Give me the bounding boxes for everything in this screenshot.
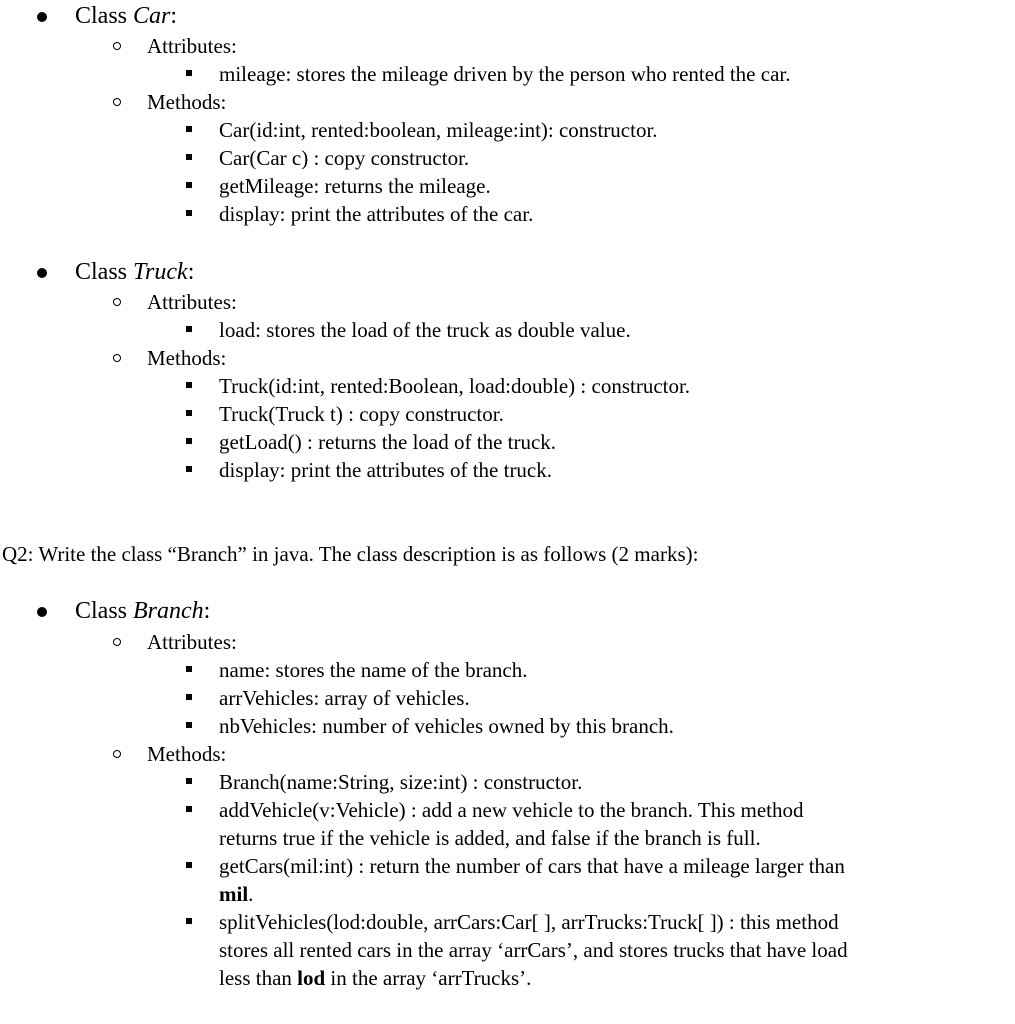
- bullet-circle-icon: [113, 354, 121, 362]
- branch-method-add-vehicle-line2: returns true if the vehicle is added, and false if the branch is full.: [219, 826, 761, 850]
- bullet-square-icon: [186, 182, 192, 188]
- branch-method-split-vehicles-line2: stores all rented cars in the array ‘arrCars’, and stores trucks that have load: [219, 938, 848, 962]
- branch-method-split-vehicles-line1: splitVehicles(lod:double, arrCars:Car[ ], arrTrucks:Truck[ ]) : this method: [219, 910, 839, 934]
- bullet-disc-icon: [37, 12, 47, 22]
- class-colon: :: [203, 598, 211, 624]
- car-attribute-item: mileage: stores the mileage driven by the person who rented the car.: [219, 62, 791, 86]
- text-end: in the array ‘arrTrucks’.: [325, 966, 532, 990]
- bullet-square-icon: [186, 438, 192, 444]
- bullet-square-icon: [186, 722, 192, 728]
- bullet-square-icon: [186, 410, 192, 416]
- car-methods-heading: Methods:: [147, 90, 227, 114]
- bullet-square-icon: [186, 778, 192, 784]
- branch-methods-heading: Methods:: [147, 742, 227, 766]
- bullet-square-icon: [186, 694, 192, 700]
- class-label: Class: [75, 598, 134, 624]
- class-colon: :: [187, 259, 195, 285]
- param-lod: lod: [297, 966, 326, 990]
- car-method-item: getMileage: returns the mileage.: [219, 174, 491, 198]
- branch-method-split-vehicles-line3: [219, 964, 531, 992]
- bullet-circle-icon: [113, 98, 121, 106]
- branch-attribute-item: name: stores the name of the branch.: [219, 658, 528, 682]
- bullet-square-icon: [186, 70, 192, 76]
- bullet-square-icon: [186, 466, 192, 472]
- branch-attribute-item: nbVehicles: number of vehicles owned by this branch.: [219, 714, 674, 738]
- branch-method-item: Branch(name:String, size:int) : constructor.: [219, 770, 583, 794]
- bullet-square-icon: [186, 382, 192, 388]
- bullet-square-icon: [186, 154, 192, 160]
- truck-attributes-heading: Attributes:: [147, 290, 237, 314]
- car-method-item: display: print the attributes of the car.: [219, 202, 534, 226]
- truck-attribute-item: load: stores the load of the truck as double value.: [219, 318, 631, 342]
- class-name: Truck: [133, 259, 188, 285]
- truck-method-item: Truck(Truck t) : copy constructor.: [219, 402, 504, 426]
- truck-methods-heading: Methods:: [147, 346, 227, 370]
- class-car-heading: [75, 2, 177, 30]
- question-q2: Q2: Write the class “Branch” in java. The class description is as follows (2 marks):: [2, 542, 699, 566]
- truck-method-item: getLoad() : returns the load of the truck.: [219, 430, 557, 454]
- class-truck-heading: [75, 258, 194, 286]
- truck-method-item: Truck(id:int, rented:Boolean, load:double) : constructor.: [219, 374, 691, 398]
- branch-method-get-cars-line2: [219, 880, 253, 908]
- bullet-circle-icon: [113, 638, 121, 646]
- bullet-square-icon: [186, 326, 192, 332]
- bullet-circle-icon: [113, 298, 121, 306]
- bullet-square-icon: [186, 918, 192, 924]
- class-branch-heading: [75, 597, 210, 625]
- text-start: less than: [219, 966, 298, 990]
- bullet-square-icon: [186, 126, 192, 132]
- branch-attribute-item: arrVehicles: array of vehicles.: [219, 686, 470, 710]
- car-method-item: Car(id:int, rented:boolean, mileage:int): constructor.: [219, 118, 658, 142]
- class-name: Branch: [133, 598, 204, 624]
- car-method-item: Car(Car c) : copy constructor.: [219, 146, 470, 170]
- car-attributes-heading: Attributes:: [147, 34, 237, 58]
- class-label: Class: [75, 259, 134, 285]
- bullet-square-icon: [186, 862, 192, 868]
- bullet-circle-icon: [113, 42, 121, 50]
- class-colon: :: [170, 3, 178, 29]
- class-name: Car: [133, 3, 171, 29]
- bullet-circle-icon: [113, 750, 121, 758]
- branch-attributes-heading: Attributes:: [147, 630, 237, 654]
- bullet-square-icon: [186, 806, 192, 812]
- param-mil: mil: [219, 882, 249, 906]
- branch-method-get-cars-line1: getCars(mil:int) : return the number of cars that have a mileage larger than: [219, 854, 845, 878]
- branch-method-add-vehicle-line1: addVehicle(v:Vehicle) : add a new vehicle to the branch. This method: [219, 798, 804, 822]
- bullet-square-icon: [186, 210, 192, 216]
- truck-method-item: display: print the attributes of the truck.: [219, 458, 553, 482]
- bullet-disc-icon: [37, 607, 47, 617]
- period: .: [248, 882, 254, 906]
- bullet-square-icon: [186, 666, 192, 672]
- class-label: Class: [75, 3, 134, 29]
- bullet-disc-icon: [37, 268, 47, 278]
